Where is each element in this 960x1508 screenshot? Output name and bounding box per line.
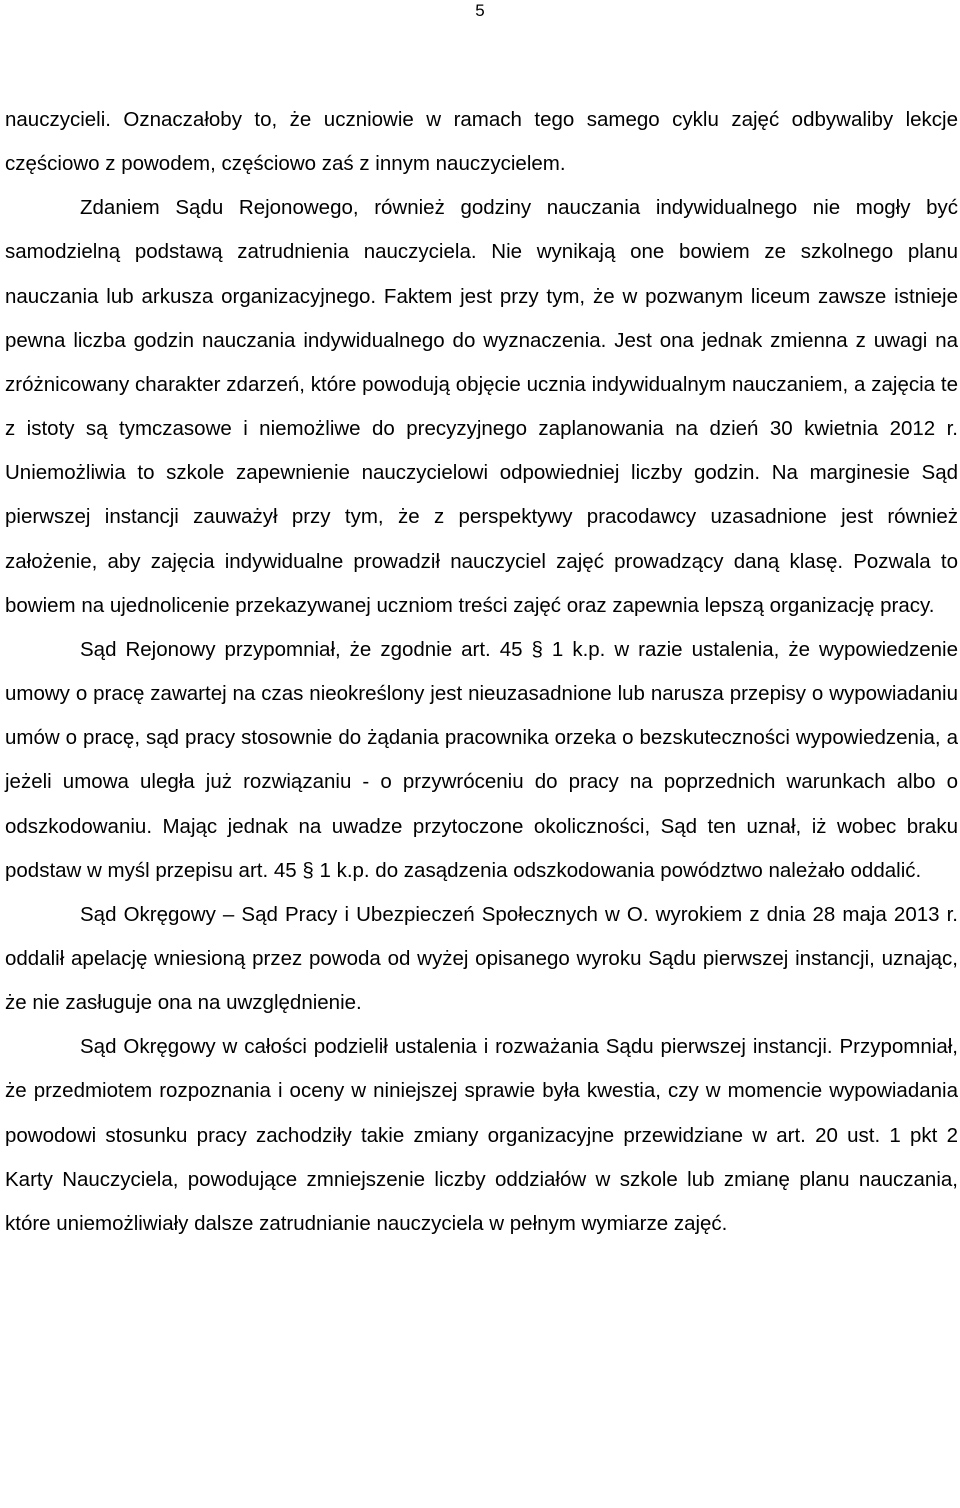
- paragraph-4: Sąd Okręgowy – Sąd Pracy i Ubezpieczeń Społecznych w O. wyrokiem z dnia 28 maja 2013 r. oddalił apelację wniesioną przez powoda od wyżej opisanego wyroku Sądu pierwszej instancji, uznając, że nie zasługuje ona na uwzględnienie.: [5, 902, 958, 1015]
- document-body: [5, 98, 958, 1246]
- paragraph-5: Sąd Okręgowy w całości podzielił ustalenia i rozważania Sądu pierwszej instancji. Przypomniał, że przedmiotem rozpoznania i oceny w niniejszej sprawie była kwestia, czy w momencie wypowiadania powodowi stosunku pracy zachodziły takie zmiany organizacyjne przewidziane w art. 20 ust. 1 pkt 2 Karty Nauczyciela, powodujące zmniejszenie liczby oddziałów w szkole lub zmianę planu nauczania, które uniemożliwiały dalsze zatrudnianie nauczyciela w pełnym wymiarze zajęć.: [5, 1035, 958, 1235]
- paragraph-2: Zdaniem Sądu Rejonowego, również godziny nauczania indywidualnego nie mogły być samodzielną podstawą zatrudnienia nauczyciela. Nie wynikają one bowiem ze szkolnego planu nauczania lub arkusza organizacyjnego. Faktem jest przy tym, że w pozwanym liceum zawsze istnieje pewna liczba godzin nauczania indywidualnego do wyznaczenia. Jest ona jednak zmienna z uwagi na zróżnicowany charakter zdarzeń, które powodują objęcie ucznia indywidualnym nauczaniem, a zajęcia te z istoty są tymczasowe i niemożliwe do precyzyjnego zaplanowania na dzień 30 kwietnia 2012 r. Uniemożliwia to szkole zapewnienie nauczycielowi odpowiedniej liczby godzin. Na marginesie Sąd pierwszej instancji zauważył przy tym, że z perspektywy pracodawcy uzasadnione jest również założenie, aby zajęcia indywidualne prowadził nauczyciel zajęć prowadzący daną klasę. Pozwala to bowiem na ujednolicenie przekazywanej uczniom treści zajęć oraz zapewnia lepszą organizację pracy.: [5, 196, 958, 617]
- paragraph-1: nauczycieli. Oznaczałoby to, że uczniowie w ramach tego samego cyklu zajęć odbywaliby lekcje częściowo z powodem, częściowo zaś z innym nauczycielem.: [5, 108, 958, 176]
- page-number: 5: [475, 1, 485, 20]
- paragraph-3: Sąd Rejonowy przypomniał, że zgodnie art. 45 § 1 k.p. w razie ustalenia, że wypowiedzenie umowy o pracę zawartej na czas nieokreślony jest nieuzasadnione lub narusza przepisy o wypowiadaniu umów o pracę, sąd pracy stosownie do żądania pracownika orzeka o bezskuteczności wypowiedzenia, a jeżeli umowa uległa już rozwiązaniu - o przywróceniu do pracy na poprzednich warunkach albo o odszkodowaniu. Mając jednak na uwadze przytoczone okoliczności, Sąd ten uznał, iż wobec braku podstaw w myśl przepisu art. 45 § 1 k.p. do zasądzenia odszkodowania powództwo należało oddalić.: [5, 637, 958, 882]
